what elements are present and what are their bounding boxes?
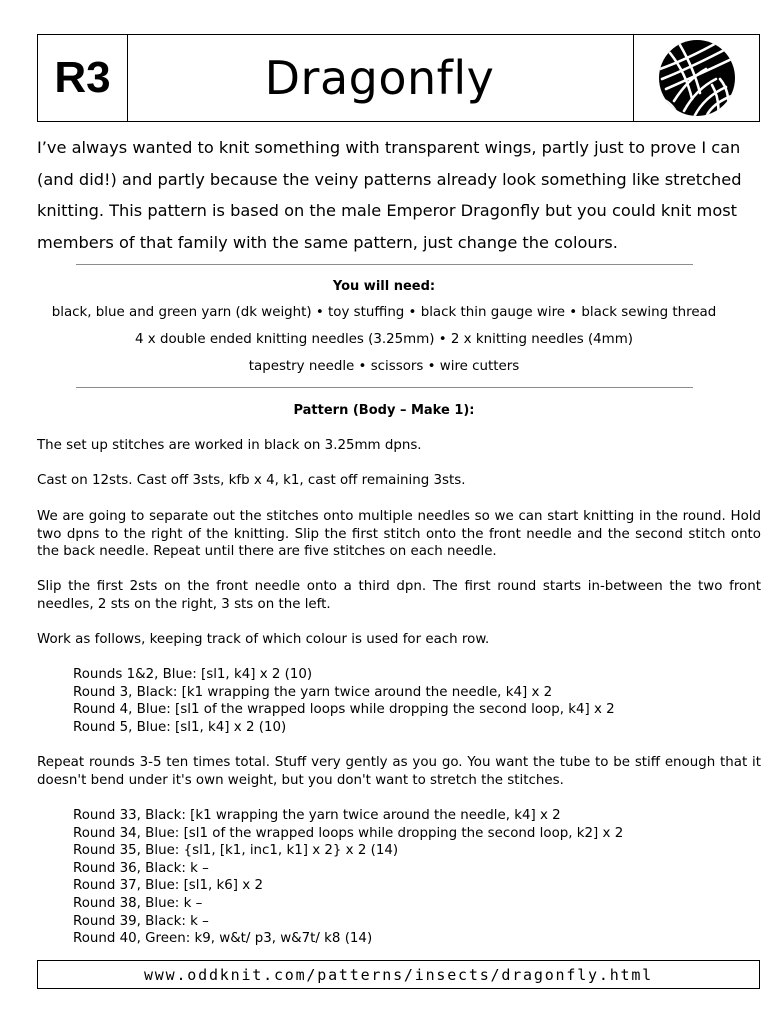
round-line: Round 40, Green: k9, w&t/ p3, w&7t/ k8 (14) xyxy=(73,931,373,947)
round-line: Rounds 1&2, Blue: [sl1, k4] x 2 (10) xyxy=(73,667,313,682)
intro-paragraph: I’ve always wanted to knit something with transparent wings, partly just to prove I can (and did!) and partly because the veiny patterns already look something like stretched knitting. This pattern is based on the male Emperor Dragonfly but you could knit most members of that family with the same pattern, just change the colours. xyxy=(37,138,742,252)
round-line: Round 35, Blue: {sl1, [k1, inc1, k1] x 2} x 2 (14) xyxy=(73,843,399,859)
round-line: Round 3, Black: [k1 wrapping the yarn twice around the needle, k4] x 2 xyxy=(73,684,553,700)
pattern-paragraph: Cast on 12sts. Cast off 3sts, kfb x 4, k1, cast off remaining 3sts. xyxy=(37,473,466,488)
pattern-heading: Pattern (Body – Make 1): xyxy=(293,403,475,418)
round-line: Round 38, Blue: k – xyxy=(73,895,203,911)
rounds-list-2 xyxy=(73,807,753,948)
page-title: Dragonfly xyxy=(264,51,495,105)
pattern-paragraph: The set up stitches are worked in black on 3.25mm dpns. xyxy=(37,438,422,453)
footer-url-box xyxy=(37,960,760,989)
footer-url[interactable]: www.oddknit.com/patterns/insects/dragonfly.html xyxy=(143,965,654,984)
divider-top xyxy=(76,264,693,265)
round-line: Round 39, Black: k – xyxy=(73,913,209,929)
pattern-paragraph: We are going to separate out the stitches onto multiple needles so we can start knitting in the round. Hold two dpns to the right of the knitting. Slip the first stitch onto the front needle and the second stitch onto the back needle. Repeat until there are five stitches on each needle. xyxy=(37,509,761,560)
round-line: Round 36, Black: k – xyxy=(73,860,209,876)
needs-line: 4 x double ended knitting needles (3.25mm) • 2 x knitting needles (4mm) xyxy=(134,332,633,347)
header-box xyxy=(37,34,760,122)
pattern-code: R3 xyxy=(38,35,128,121)
rounds-list-1 xyxy=(73,666,753,736)
round-line: Round 5, Blue: [sl1, k4] x 2 (10) xyxy=(73,719,287,735)
needs-line: black, blue and green yarn (dk weight) • toy stuffing • black thin gauge wire • black sewing thread xyxy=(51,305,717,320)
logo xyxy=(633,35,759,121)
pattern-paragraph: Slip the first 2sts on the front needle onto a third dpn. The first round starts in-between the two front needles, 2 sts on the right, 3 sts on the left. xyxy=(37,579,761,612)
round-line: Round 33, Black: [k1 wrapping the yarn twice around the needle, k4] x 2 xyxy=(73,808,561,823)
round-line: Round 37, Blue: [sl1, k6] x 2 xyxy=(73,878,263,894)
round-line: Round 34, Blue: [sl1 of the wrapped loops while dropping the second loop, k2] x 2 xyxy=(73,825,624,841)
pattern-paragraph: Repeat rounds 3-5 ten times total. Stuff very gently as you go. You want the tube to be stiff enough that it doesn't bend under it's own weight, but you don't want to stretch the stitches. xyxy=(37,755,761,788)
needs-line: tapestry needle • scissors • wire cutters xyxy=(248,359,520,374)
yarn-ball-icon xyxy=(658,39,736,117)
pattern-paragraph: Work as follows, keeping track of which colour is used for each row. xyxy=(37,632,490,647)
needs-heading: You will need: xyxy=(332,279,436,294)
round-line: Round 4, Blue: [sl1 of the wrapped loops while dropping the second loop, k4] x 2 xyxy=(73,702,615,718)
divider-bottom xyxy=(76,387,693,388)
